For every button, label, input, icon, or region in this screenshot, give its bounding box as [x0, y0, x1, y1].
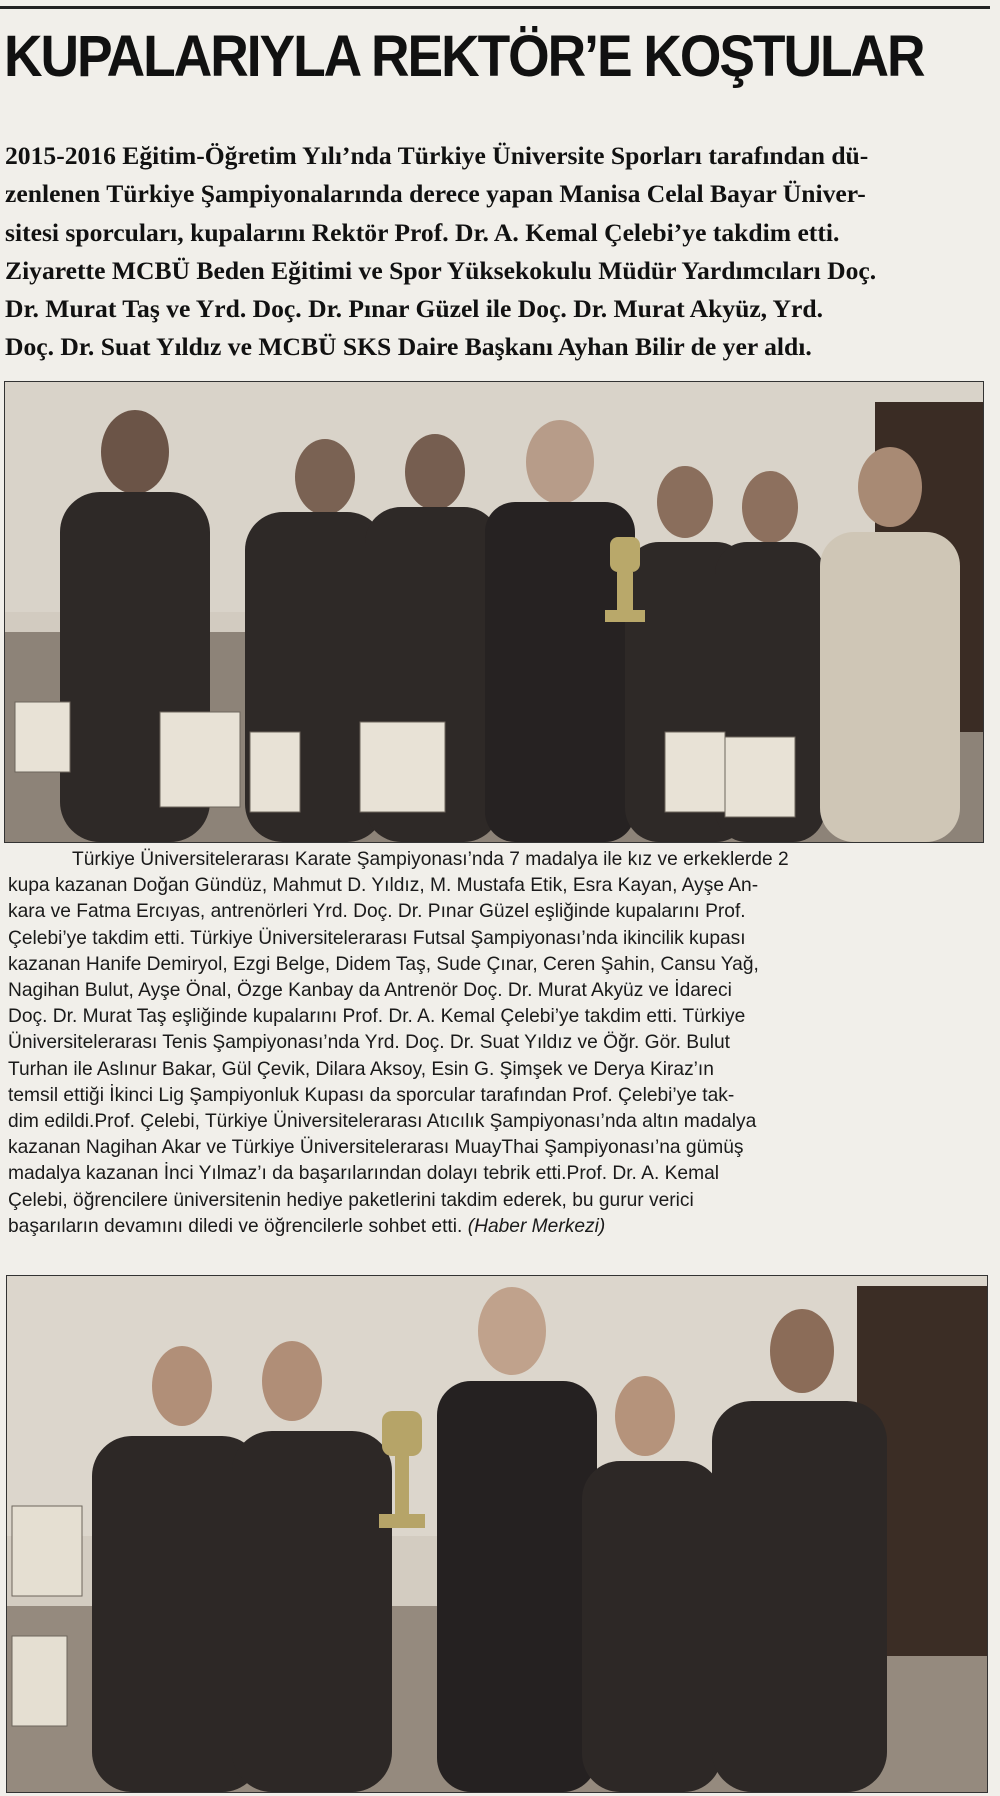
body-line: Nagihan Bulut, Ayşe Önal, Özge Kanbay da Antrenör Doç. Dr. Murat Akyüz ve İdareci: [8, 980, 732, 1002]
body-line: Türkiye Üniversitelerarası Karate Şampiyonası’nda 7 madalya ile kız ve erkeklerde 2: [72, 849, 789, 870]
body-line: Doç. Dr. Murat Taş eşliğinde kupalarını Prof. Dr. A. Kemal Çelebi’ye takdim etti. Türkiye: [8, 1006, 746, 1028]
body-line: temsil ettiği İkinci Lig Şampiyonluk Kupası da sporcular tarafından Prof. Çelebi’ye tak-: [8, 1084, 735, 1106]
lead-line: Dr. Murat Taş ve Yrd. Doç. Dr. Pınar Güzel ile Doç. Dr. Murat Akyüz, Yrd.: [5, 294, 824, 324]
lead-line: Ziyarette MCBÜ Beden Eğitimi ve Spor Yüksekokulu Müdür Yardımcıları Doç.: [5, 255, 877, 285]
headline: KUPALARIYLA REKTÖR’E KOŞTULAR: [4, 24, 924, 89]
body-line: Turhan ile Aslınur Bakar, Gül Çevik, Dilara Aksoy, Esin G. Şimşek ve Derya Kiraz’ın: [8, 1058, 714, 1080]
body-line: kupa kazanan Doğan Gündüz, Mahmut D. Yıldız, M. Mustafa Etik, Esra Kayan, Ayşe An-: [8, 875, 759, 897]
lead-line: Doç. Dr. Suat Yıldız ve MCBÜ SKS Daire Başkanı Ayhan Bilir de yer aldı.: [5, 332, 812, 362]
news-credit: (Haber Merkezi): [467, 1215, 606, 1237]
top-rule: [0, 6, 990, 9]
lead-line: 2015-2016 Eğitim-Öğretim Yılı’nda Türkiye Üniversite Sporları tarafından dü-: [5, 141, 869, 170]
body-line-text: başarıların devamını diledi ve öğrencilerle sohbet etti.: [8, 1215, 463, 1237]
body-line: kazanan Hanife Demiryol, Ezgi Belge, Didem Taş, Sude Çınar, Ceren Şahin, Cansu Yağ,: [8, 953, 759, 975]
photo-tennis-team: [6, 1275, 988, 1793]
body-line: kara ve Fatma Ercıyas, antrenörleri Yrd. Doç. Dr. Pınar Güzel eşliğinde kupalarını Prof.: [8, 901, 746, 923]
lead-paragraph: [5, 137, 990, 367]
body-line: kazanan Nagihan Akar ve Türkiye Üniversitelerarası MuayThai Şampiyonası’na gümüş: [8, 1137, 744, 1159]
body-line: Çelebi’ye takdim etti. Türkiye Üniversitelerarası Futsal Şampiyonası’nda ikincilik kupası: [8, 927, 746, 949]
photo-karate-team-image: [5, 382, 983, 842]
article-body: [8, 847, 983, 1240]
body-line: Üniversitelerarası Tenis Şampiyonası’nda Yrd. Doç. Dr. Suat Yıldız ve Öğr. Gör. Bulut: [8, 1032, 731, 1054]
lead-line: sitesi sporcuları, kupalarını Rektör Prof. Dr. A. Kemal Çelebi’ye takdim etti.: [5, 217, 840, 247]
body-line: Çelebi, öğrencilere üniversitenin hediye paketlerini takdim ederek, bu gurur verici: [8, 1189, 694, 1211]
lead-line: zenlenen Türkiye Şampiyonalarında derece yapan Manisa Celal Bayar Üniver-: [5, 179, 866, 209]
photo-karate-team: [4, 381, 984, 843]
body-line: madalya kazanan İnci Yılmaz’ı da başarılarından dolayı tebrik etti.Prof. Dr. A. Kemal: [8, 1163, 720, 1185]
body-line: dim edildi.Prof. Çelebi, Türkiye Üniversitelerarası Atıcılık Şampiyonası’nda altın madalya: [8, 1111, 757, 1133]
photo-tennis-team-image: [7, 1276, 987, 1792]
body-line-last: [8, 1214, 983, 1240]
